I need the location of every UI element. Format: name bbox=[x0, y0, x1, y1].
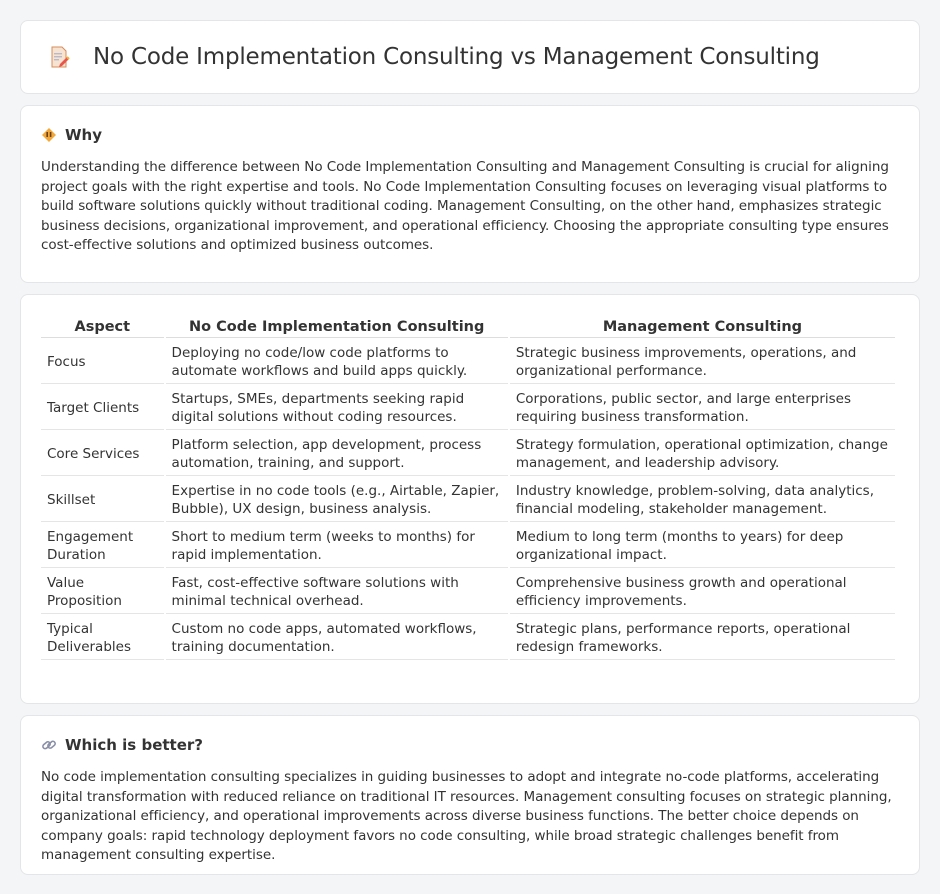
why-header bbox=[41, 126, 899, 144]
cell-aspect: Core Services bbox=[41, 430, 164, 476]
document-pencil-icon bbox=[47, 45, 71, 69]
cell-no-code: Platform selection, app development, process automation, training, and support. bbox=[166, 430, 508, 476]
table-row bbox=[41, 568, 895, 614]
table-row bbox=[41, 338, 895, 384]
cell-aspect: Typical Deliverables bbox=[41, 614, 164, 660]
cell-management: Medium to long term (months to years) for deep organizational impact. bbox=[510, 522, 895, 568]
table-row bbox=[41, 384, 895, 430]
cell-no-code: Startups, SMEs, departments seeking rapid digital solutions without coding resources. bbox=[166, 384, 508, 430]
cell-management: Industry knowledge, problem-solving, data analytics, financial modeling, stakeholder management. bbox=[510, 476, 895, 522]
cell-aspect: Focus bbox=[41, 338, 164, 384]
cell-aspect: Skillset bbox=[41, 476, 164, 522]
table-header-row bbox=[41, 315, 895, 338]
cell-aspect: Value Proposition bbox=[41, 568, 164, 614]
comparison-table bbox=[39, 315, 897, 660]
why-section bbox=[20, 105, 920, 283]
cell-no-code: Expertise in no code tools (e.g., Airtable, Zapier, Bubble), UX design, business analysis. bbox=[166, 476, 508, 522]
header-management: Management Consulting bbox=[510, 315, 895, 338]
cell-no-code: Fast, cost-effective software solutions with minimal technical overhead. bbox=[166, 568, 508, 614]
better-text: No code implementation consulting specializes in guiding businesses to adopt and integrate no-code platforms, accelerating digital transformation with reduced reliance on traditional IT resources. Management consulting focuses on strategic planning, organizational efficiency, and operational improvements across diverse business functions. The better choice depends on company goals: rapid technology deployment favors no code consulting, while broad strategic challenges benefit from management consulting expertise. bbox=[41, 769, 892, 864]
cell-management: Strategic business improvements, operations, and organizational performance. bbox=[510, 338, 895, 384]
link-icon bbox=[41, 737, 57, 753]
table-row bbox=[41, 522, 895, 568]
cell-management: Comprehensive business growth and operational efficiency improvements. bbox=[510, 568, 895, 614]
cell-no-code: Custom no code apps, automated workflows, training documentation. bbox=[166, 614, 508, 660]
which-is-better-section bbox=[20, 715, 920, 875]
cell-aspect: Engagement Duration bbox=[41, 522, 164, 568]
cell-management: Strategy formulation, operational optimization, change management, and leadership advisory. bbox=[510, 430, 895, 476]
why-title: Why bbox=[65, 126, 103, 144]
better-title: Which is better? bbox=[65, 736, 203, 754]
title-card bbox=[20, 20, 920, 94]
header-no-code: No Code Implementation Consulting bbox=[166, 315, 508, 338]
why-text: Understanding the difference between No Code Implementation Consulting and Management Consulting is crucial for aligning project goals with the right expertise and tools. No Code Implementation Consulting focuses on leveraging visual platforms to build software solutions quickly without traditional coding. Management Consulting, on the other hand, emphasizes strategic business decisions, organizational improvement, and operational efficiency. Choosing the appropriate consulting type ensures cost-effective solutions and optimized business outcomes. bbox=[41, 159, 889, 254]
table-row bbox=[41, 430, 895, 476]
table-row bbox=[41, 476, 895, 522]
page-title: No Code Implementation Consulting vs Management Consulting bbox=[93, 44, 820, 70]
cell-no-code: Deploying no code/low code platforms to automate workflows and build apps quickly. bbox=[166, 338, 508, 384]
cell-aspect: Target Clients bbox=[41, 384, 164, 430]
cell-management: Strategic plans, performance reports, operational redesign frameworks. bbox=[510, 614, 895, 660]
lightbulb-icon bbox=[41, 127, 57, 143]
comparison-section bbox=[20, 294, 920, 704]
better-header bbox=[41, 736, 899, 754]
cell-management: Corporations, public sector, and large enterprises requiring business transformation. bbox=[510, 384, 895, 430]
table-row bbox=[41, 614, 895, 660]
header-aspect: Aspect bbox=[41, 315, 164, 338]
cell-no-code: Short to medium term (weeks to months) for rapid implementation. bbox=[166, 522, 508, 568]
